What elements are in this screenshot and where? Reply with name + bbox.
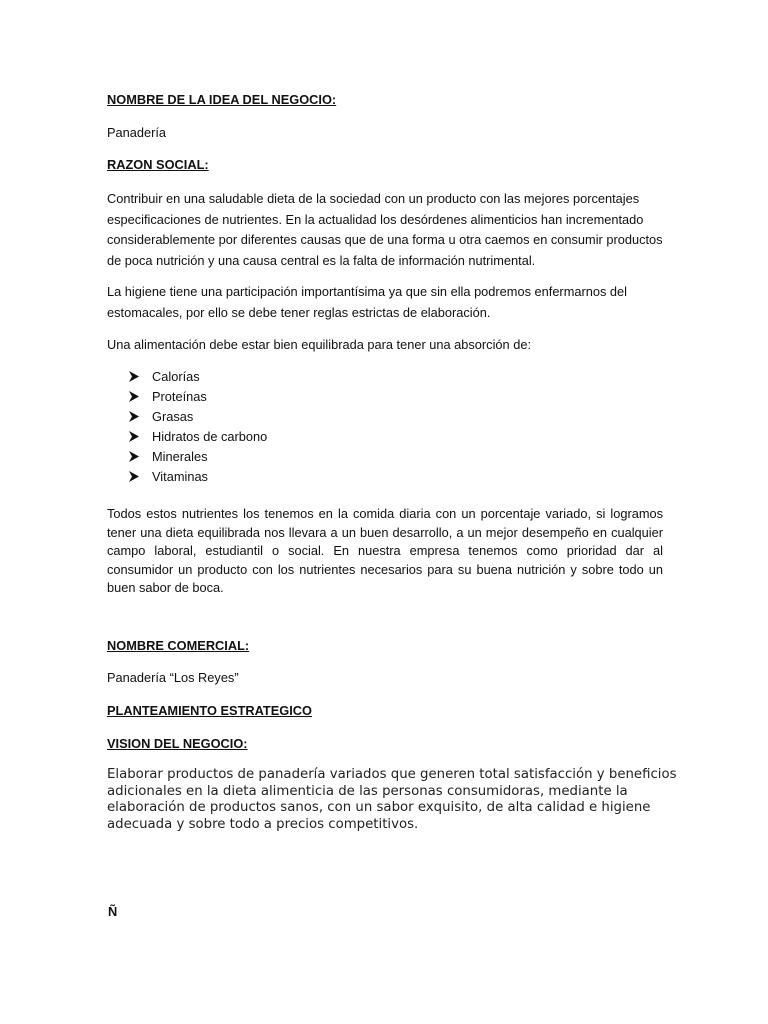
list-item xyxy=(107,448,267,468)
list-item xyxy=(107,428,267,448)
razon-paragraph-1: Contribuir en una saludable dieta de la sociedad con un producto con las mejores porcentajes especificaciones de nutrientes. En la actualidad los desórdenes alimenticios han incrementado considerablemente por diferentes causas que de una forma u otra caemos en consumir productos de poca nutrición y una causa central es la falta de información nutrimental. xyxy=(107,191,663,268)
nombre-comercial-value: Panadería “Los Reyes” xyxy=(107,670,239,685)
nutrient-label: Calorías xyxy=(152,369,200,384)
nutrient-list xyxy=(107,368,267,489)
arrow-bullet-icon xyxy=(129,371,139,382)
nutrient-label: Hidratos de carbono xyxy=(152,429,268,445)
list-item xyxy=(107,408,267,428)
razon-paragraph-2: La higiene tiene una participación importantísima ya que sin ella podremos enfermarnos del estomacales, por ello se debe tener reglas estrictas de elaboración. xyxy=(107,284,627,320)
idea-heading: NOMBRE DE LA IDEA DEL NEGOCIO: xyxy=(107,92,337,107)
list-item xyxy=(107,468,267,488)
arrow-bullet-icon xyxy=(129,451,139,462)
nutrient-label: Proteínas xyxy=(152,389,207,405)
nutrient-label: Minerales xyxy=(152,449,208,465)
nombre-comercial-heading: NOMBRE COMERCIAL: xyxy=(107,638,250,653)
razon-social-heading: RAZON SOCIAL: xyxy=(107,157,209,172)
nutrient-label: Grasas xyxy=(152,409,194,425)
idea-value: Panadería xyxy=(107,125,167,140)
razon-paragraph-4: Todos estos nutrientes los tenemos en la comida diaria con un porcentaje variado, si logramos tener una dieta equilibrada nos llevara a un buen desarrollo, a un mejor desempeño en cualquier campo laboral, estudiantil o social. En nuestra empresa tenemos como prioridad dar al consumidor un producto con los nutrientes necesarios para su buena nutrición y sobre todo un buen sabor de boca. xyxy=(107,506,663,595)
list-item xyxy=(107,388,267,408)
list-item xyxy=(107,368,267,388)
stray-character: Ñ xyxy=(108,904,118,919)
arrow-bullet-icon xyxy=(129,471,139,482)
arrow-bullet-icon xyxy=(129,411,139,422)
nutrient-label: Vitaminas xyxy=(152,469,208,485)
planteamiento-heading: PLANTEAMIENTO ESTRATEGICO xyxy=(107,703,312,718)
vision-text: Elaborar productos de panadería variados que generen total satisfacción y beneficios adicionales en la dieta alimenticia de las personas consumidoras, mediante la elaboración de productos sanos, con un sabor exquisito, de alta calidad e higiene adecuada y sobre todo a precios competitivos. xyxy=(107,767,677,832)
vision-heading: VISION DEL NEGOCIO: xyxy=(107,736,248,751)
arrow-bullet-icon xyxy=(129,431,139,442)
razon-paragraph-3: Una alimentación debe estar bien equilibrada para tener una absorción de: xyxy=(107,337,532,352)
arrow-bullet-icon xyxy=(129,391,139,402)
